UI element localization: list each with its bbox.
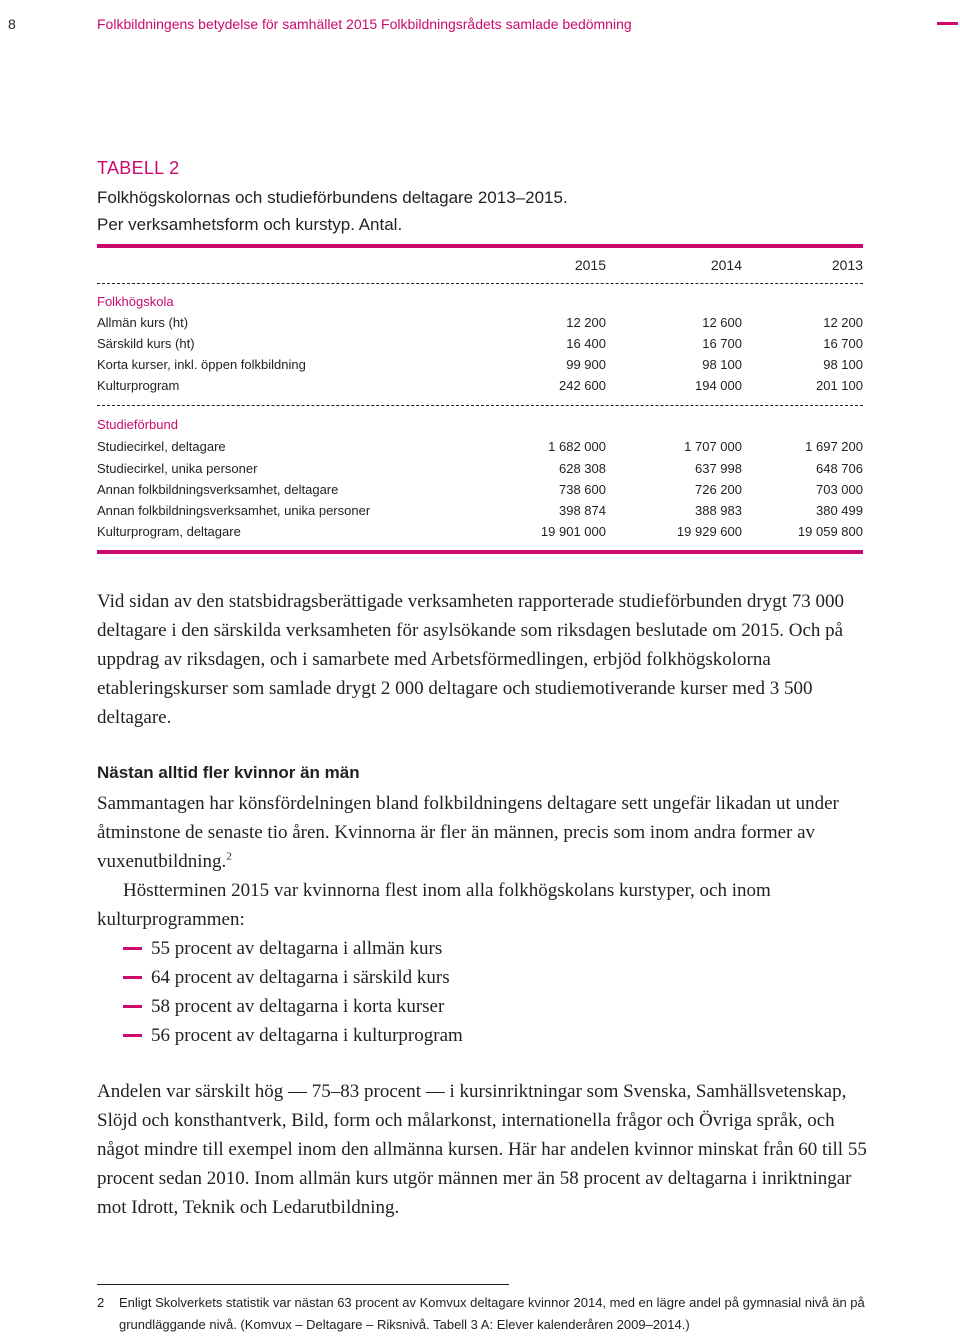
row-label: Annan folkbildningsverksamhet, deltagare: [97, 482, 339, 497]
row-label: Studiecirkel, deltagare: [97, 439, 226, 454]
section-heading-studieforbund: Studieförbund: [97, 417, 178, 432]
dash-bullet-icon: [123, 1005, 142, 1008]
cell-2014: 12 600: [702, 315, 742, 330]
body-paragraph-4: Andelen var särskilt hög — 75–83 procent — i kursinriktningar som Svenska, Samhällsvetenskap, Slöjd och konsthantverk, Bild, form och målarkonst, internationella frågor och Övriga språk, och något mindre till exempel inom den allmänna kursen. Här har andelen kvinnor minskat från 60 till 55 procent sedan 2010. Inom allmän kurs utgör männen mer än 58 procent av deltagarna i inriktningar mot Idrott, Teknik och Ledarutbildning.: [97, 1081, 867, 1218]
cell-2015: 19 901 000: [540, 524, 606, 539]
table-row: [97, 355, 863, 375]
cell-2013: 19 059 800: [797, 524, 863, 539]
table-title-line-2: Per verksamhetsform och kurstyp. Antal.: [97, 215, 403, 234]
cell-2015: 398 874: [559, 503, 606, 518]
footnote-text: Enligt Skolverkets statistik var nästan 63 procent av Komvux deltagare kvinnor 2014, med en lägre andel på gymnasial nivå än på grundläggande nivå. (Komvux – Deltagare – Riksnivå. Tabell 3 A: Elever kalenderåren 2009–2014.): [119, 1295, 865, 1332]
row-label: Kulturprogram: [97, 378, 180, 393]
header-accent-bar: [937, 22, 958, 25]
table-row: [97, 480, 863, 500]
cell-2014: 194 000: [695, 378, 742, 393]
page-number: 8: [8, 16, 16, 32]
dash-bullet-icon: [123, 1034, 142, 1037]
row-label: Studiecirkel, unika personer: [97, 461, 258, 476]
dashed-divider: [97, 405, 863, 406]
cell-2015: 738 600: [559, 482, 606, 497]
year-header: 2015: [574, 257, 606, 273]
dash-bullet-icon: [123, 976, 142, 979]
section-subheading: Nästan alltid fler kvinnor än män: [97, 763, 360, 782]
cell-2013: 1 697 200: [805, 439, 863, 454]
footnote-rule: [97, 1284, 509, 1285]
table-bottom-rule: [97, 550, 863, 554]
table-row: [97, 313, 863, 333]
row-label: Annan folkbildningsverksamhet, unika personer: [97, 503, 371, 518]
cell-2013: 648 706: [816, 461, 863, 476]
list-item: 55 procent av deltagarna i allmän kurs: [97, 934, 867, 963]
cell-2013: 703 000: [816, 482, 863, 497]
cell-2015: 242 600: [559, 378, 606, 393]
table-row: [97, 522, 863, 542]
table-row: [97, 334, 863, 354]
cell-2014: 19 929 600: [676, 524, 742, 539]
table-row: [97, 376, 863, 396]
cell-2014: 98 100: [702, 357, 742, 372]
table-title-line-1: Folkhögskolornas och studieförbundens deltagare 2013–2015.: [97, 188, 568, 207]
bullet-list: [97, 934, 867, 1050]
table-row: [97, 437, 863, 457]
table-label: TABELL 2: [97, 158, 180, 178]
row-label: Korta kurser, inkl. öppen folkbildning: [97, 357, 306, 372]
cell-2014: 16 700: [702, 336, 742, 351]
cell-2015: 99 900: [566, 357, 606, 372]
cell-2015: 628 308: [559, 461, 606, 476]
cell-2015: 12 200: [566, 315, 606, 330]
year-header: 2013: [831, 257, 863, 273]
year-header: 2014: [710, 257, 742, 273]
running-title: Folkbildningens betydelse för samhället 2015 Folkbildningsrådets samlade bedömning: [97, 16, 632, 32]
cell-2015: 1 682 000: [548, 439, 606, 454]
row-label: Allmän kurs (ht): [97, 315, 189, 330]
dash-bullet-icon: [123, 947, 142, 950]
row-label: Kulturprogram, deltagare: [97, 524, 241, 539]
cell-2014: 388 983: [695, 503, 742, 518]
cell-2014: 726 200: [695, 482, 742, 497]
table-row: [97, 459, 863, 479]
cell-2014: 1 707 000: [684, 439, 742, 454]
dashed-divider: [97, 283, 863, 284]
table-row: [97, 501, 863, 521]
body-paragraph-1: Vid sidan av den statsbidragsberättigade verksamheten rapporterade studieförbunden drygt 73 000 deltagare i den särskilda verksamheten för asylsökande som riksdagen beslutade om 2015. Och på uppdrag av riksdagen, och i samarbete med Arbetsförmedlingen, erbjöd folkhögskolorna etableringskurser som samlade drygt 2 000 deltagare och studiemotiverande kurser med 3 500 deltagare.: [97, 591, 845, 728]
cell-2013: 98 100: [823, 357, 863, 372]
cell-2013: 380 499: [816, 503, 863, 518]
section-heading-folkhogskola: Folkhögskola: [97, 294, 174, 309]
table-header-row: [97, 255, 863, 275]
body-paragraph-2: Sammantagen har könsfördelningen bland folkbildningens deltagare sett ungefär likadan ut under åtminstone de senaste tio åren. Kvinnorna är fler än männen, precis som inom andra former av vuxenutbildning.$^2$: [97, 793, 839, 872]
cell-2014: 637 998: [695, 461, 742, 476]
list-item: 58 procent av deltagarna i korta kurser: [97, 992, 867, 1021]
cell-2015: 16 400: [566, 336, 606, 351]
body-paragraph-3: Höstterminen 2015 var kvinnorna flest inom alla folkhögskolans kurstyper, och inom kulturprogrammen:: [97, 880, 771, 930]
cell-2013: 16 700: [823, 336, 863, 351]
body-section-2: [97, 789, 867, 1050]
table-top-rule: [97, 244, 863, 248]
cell-2013: 12 200: [823, 315, 863, 330]
table-title: [97, 184, 568, 238]
list-item: 64 procent av deltagarna i särskild kurs: [97, 963, 867, 992]
list-item: 56 procent av deltagarna i kulturprogram: [97, 1021, 867, 1050]
footnote-number: 2: [97, 1295, 105, 1310]
cell-2013: 201 100: [816, 378, 863, 393]
row-label: Särskild kurs (ht): [97, 336, 195, 351]
footnote-ref[interactable]: 2: [226, 850, 232, 863]
